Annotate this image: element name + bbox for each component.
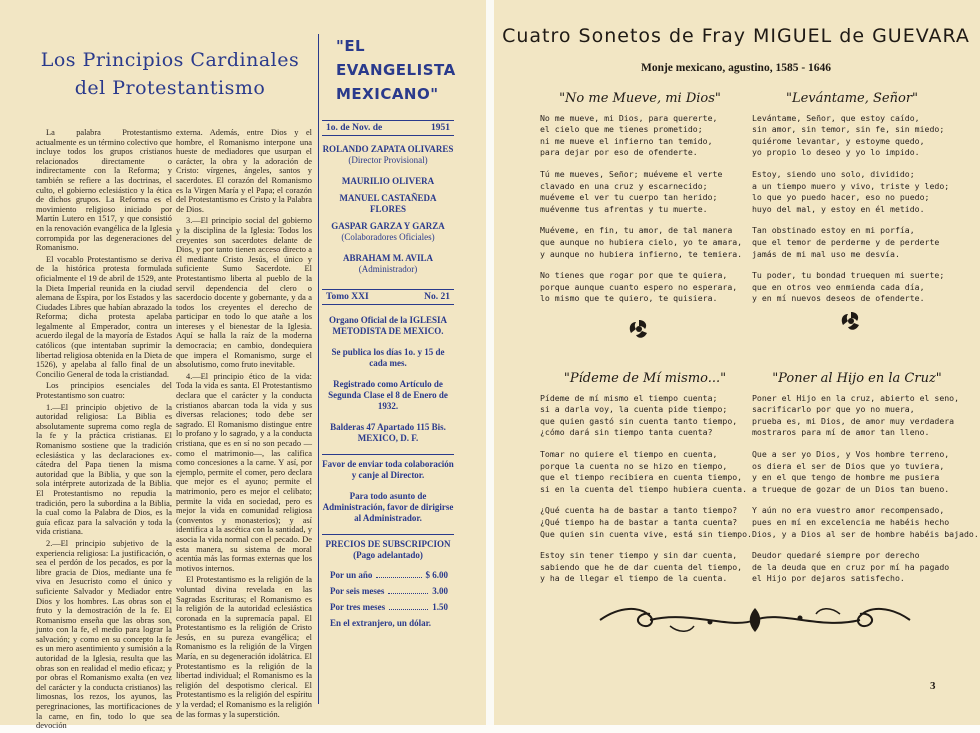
verse-line: a un tiempo muero y vivo, triste y ledo; [752,180,950,191]
issue-date-label: 1o. de Nov. de [326,123,383,133]
verse-line: de la deuda que en cruz por mí ha pagado [752,561,950,572]
verse-line: el Hijo por dejaros satisfecho. [752,573,905,584]
page-number: 3 [930,680,936,692]
price-row [322,599,454,615]
verse-line: Que a ser yo Dios, y Vos hombre terreno, [752,448,950,459]
article-column-2 [176,128,312,721]
verse-line: sacrificarlo por que yo no muera, [752,404,915,415]
paragraph: El Protestantismo es la religión de la voluntad divina revelada en las Sagradas Escrituras; el Romanismo es la religión de la autoridad eclesiástica coronada en la supremacía papal. El Protestantismo es la religión de Cristo Jesús, en su pureza evangélica; el Romanismo es la religión de la Virgen María, en su degeneración idolátrica. El Protestantismo es la religión de la libertad individual; el Romanismo es la religión del despotismo clerical. El Protestantismo es la religión del espíritu y la verdad; el Romanismo es la religión de las formas y la superstición. [176,575,312,719]
sonnet-title: "Poner al Hijo en la Cruz" [772,371,942,386]
paragraph: Los principios esenciales del Protestantismo son cuatro: [36,381,172,401]
paragraph: 3.—El principio social del gobierno y la disciplina de la Iglesia: Todos los creyentes son sacerdotes delante de Dios, y por tanto tienen acceso directo a él mediante Cristo Jesús, el único y suficiente Sumo Sacerdote. El Protestantismo liberta al pueblo de la servil dependencia del clero o sacerdocio docente y gobernante, y da a todos los creyentes el derecho de participar en todo lo que atañe a los intereses y el bienestar de la Iglesia. Aquí se halla la raíz de la moderna democracia; en cambio, dondequiera que impera el Romanismo, surge el absolutismo, como fruto inevitable. [176,216,312,370]
staff-name: GASPAR GARZA Y GARZA [331,221,445,231]
official-organ: Organo Oficial de la IGLESIA METODISTA DE MEXICO. [328,315,447,336]
decorative-flourish-icon [590,602,920,638]
issue-date [322,120,454,136]
administration-note: Para todo asunto de Administración, favor de dirigirse al Administrador. [322,491,454,523]
verse-line: ni me mueve el infierno tan temido, [540,135,713,146]
price-label: Por tres meses [330,602,386,612]
frequency-note: Se publica los días 1o. y 15 de cada mes. [331,347,445,368]
price-row [322,567,454,583]
strophe [752,113,952,159]
divider [322,534,454,535]
staff-entry [322,253,454,275]
strophe [752,270,952,305]
verse-line: ¿Qué cuenta ha de bastar a tanto tiempo? [540,505,738,516]
staff-entry [322,221,454,243]
verse-line: si en la cuenta del tiempo hubiera cuenta. [540,483,748,494]
verse-line: y en el que tengo de hombre me pusiera [752,472,940,483]
verse-line: Tomar no quiere el tiempo en cuenta, [540,448,718,459]
verse-line: sabiendo que he de dar cuenta del tiempo, [540,561,743,572]
staff-entry [322,176,454,187]
sonnet-title: "No me Mueve, mi Dios" [559,91,721,106]
paragraph: 1.—El principio objetivo de la autoridad religiosa: La Biblia es absolutamente suprema como regla de la fe y la práctica cristianas. El Romanismo sostiene que la tradición eclesiástica y las declaraciones ex-cátedra del Papa tienen la misma autoridad que la Biblia, y que son la sola intérprete autorizada de la Biblia. El Protestantismo no repudia la tradición, pero la subordina a la Biblia, la cual como la Palabra de Dios, es la guía eficaz para la salvación y toda la vida cristiana. [36,402,172,537]
strophe [540,169,740,215]
article-title-line: del Protestantismo [74,77,266,99]
verse-line: que el temor de perderme y de perderte [752,236,940,247]
triskelion-ornament-icon [628,318,650,340]
verse-line: porque la cuenta no se hizo en tiempo, [540,460,728,471]
column-rule [318,34,319,704]
leader-dots [376,567,421,578]
sonnet-1 [540,91,743,315]
verse-line: a trueque de gozar de un Dios tan bueno. [752,483,950,494]
strophe [540,225,743,260]
staff-role: (Colaboradores Oficiales) [341,232,435,242]
staff-role: (Director Provisional) [348,155,428,165]
leader-dots [389,599,428,610]
verse-line: Estoy, siendo uno solo, dividido; [752,168,915,179]
masthead-title [322,34,454,106]
strophe [752,449,962,495]
sonnet-title: "Levántame, Señor" [785,91,919,106]
verse-line: jamás de mi mal uso me desvía. [752,248,900,259]
verse-line: Levántame, Señor, que estoy caído, [752,112,920,123]
verse-line: mostraros para mí de amor tan lleno. [752,427,930,438]
left-page [0,0,486,731]
verse-line: huyo del mal, y estoy en él metido. [752,203,925,214]
staff-role: (Administrador) [358,264,418,274]
strophe [540,505,750,540]
sonnet-4 [752,371,979,595]
verse-line: No tienes que rogar por que te quiera, [540,270,728,281]
verse-line: y aunque no hubiera infierno, te temiera. [540,248,743,259]
verse-line: muéveme el ver tu cuerpo tan herido; [540,192,718,203]
registration-note: Registrado como Artículo de Segunda Clase el 8 de Enero de 1932. [328,379,448,411]
staff-name: ROLANDO ZAPATA OLIVARES [322,144,454,154]
paragraph: externa. Además, entre Dios y el hombre, el Romanismo interpone una hueste de mediadores que usurpan el carácter, la obra y la adoración de Cristo: vírgenes, ángeles, santos y sacerdotes. El corazón del Romanismo es la Virgen María y el Papa; el corazón del Protestantismo es Cristo y la Palabra de Dios. [176,128,312,214]
triskelion-ornament-icon [840,310,862,332]
verse-line: Poner el Hijo en la cruz, abierto el seno, [752,392,960,403]
price-value: 3.00 [432,586,448,596]
verse-line: os diera el ser de Dios que yo tuviera, [752,460,945,471]
verse-line: que en otros veo enmienda cada día, [752,281,925,292]
verse-line: prueba es, mi Dios, de amor muy verdadera [752,415,955,426]
verse-line: y en mí nuevos deseos de ofenderte. [752,293,925,304]
verse-line: muévenme tus afrentas y tu muerte. [540,203,708,214]
poems-title: Cuatro Sonetos de Fray MIGUEL de GUEVARA [502,25,970,47]
verse-line: Y aún no era vuestro amor recompensado, [752,505,945,516]
verse-line: para dejar por eso de ofenderte. [540,147,698,158]
strophe [752,550,962,585]
verse-line: Tan obstinado estoy en mi porfía, [752,225,915,236]
verse-line: Deudor quedaré siempre por derecho [752,550,920,561]
price-list [322,567,454,631]
price-value: 1.50 [432,602,448,612]
foreign-price [322,615,454,631]
verse-line: sin amor, sin temor, sin fe, sin miedo; [752,124,945,135]
verse-line: No me mueve, mi Dios, para quererte, [540,112,718,123]
masthead-sidebar [322,34,454,631]
staff-entry [322,193,454,215]
sonnet-2 [752,93,952,315]
verse-line: que el tiempo recibiera en cuenta tiempo, [540,472,743,483]
staff-entry [322,144,454,166]
verse-line: que aunque no hubiera cielo, yo te amara, [540,236,743,247]
verse-line: el cielo que me tienes prometido; [540,124,703,135]
masthead-line: "EL [336,37,366,55]
page-gutter [486,0,494,725]
foreign-price-text: En el extranjero, un dólar. [330,618,432,628]
verse-line: que quien gastó sin cuenta tanto tiempo, [540,415,738,426]
verse-line: ¿Qué tiempo ha de bastar a tanta cuenta? [540,516,738,527]
verse-line: Que quien sin cuenta vive, está sin tiempo. [540,528,752,539]
article-title [30,46,310,102]
price-label: Por seis meses [330,586,385,596]
volume-row [322,289,454,305]
verse-line: Estoy sin tener tiempo y sin dar cuenta, [540,550,738,561]
collaboration-note: Favor de enviar toda colaboración y canje al Director. [322,459,454,480]
staff-name: ABRAHAM M. AVILA [342,253,434,263]
article-title-line: Los Principios Cardinales [40,49,300,71]
verse-line: pues en mí en excelencia me habéis hecho [752,516,950,527]
paragraph: 4.—El principio ético de la vida: Toda la vida es santa. El Protestantismo declara que el carácter y la conducta cristianos abarcan toda la vida y sus diversas relaciones; todo debe ser sagrado. El Romanismo distingue entre lo profano y lo sagrado, y a la conducta cristiana, que es en sí no son pecado —como el matrimonio—, las califica como concesiones a la carne. Y así, por ejemplo, permite el comer, pero declara que mejor es el ayuno; permite el matrimonio, pero es mejor el celibato; permite la vida en sociedad, pero es mejor la vida en comunidad religiosa (conventos y monasterios); y así identifica a la ascética con la santidad, y asocia la vida normal con el pecado. De esta manera, su sistema de moral acentúa más las formas externas que los motivos internos. [176,371,312,573]
verse-line: porque aunque cuanto espero no esperara, [540,281,738,292]
verse-line: lo que yo puedo hacer, eso no puedo; [752,192,930,203]
article-column-1 [36,128,172,733]
price-value: $ 6.00 [425,570,448,580]
poems-subtitle: Monje mexicano, agustino, 1585 - 1646 [640,62,832,74]
masthead-line: MEXICANO" [336,85,439,103]
paragraph: La palabra Protestantismo actualmente es un término colectivo que incluye todos los grupos cristianos relacionados directamente o indirectamente con la Reforma; y también se refiere a las doctrinas, el culto, el gobierno eclesiástico y la ética de dichos grupos. La Reforma es el movimiento religioso iniciado por Martín Lutero en 1517, y que consistió en la renovación evangélica de la Iglesia corrompida por las degeneraciones del Romanismo. [36,128,172,253]
masthead-line: EVANGELISTA [336,61,456,79]
verse-line: y ha de llegar el tiempo de la cuenta. [540,573,728,584]
verse-line: yo propio lo deseo y yo lo impido. [752,147,920,158]
verse-line: Tu poder, tu bondad truequen mi suerte; [752,270,945,281]
volume-label: Tomo XXI [326,292,369,302]
verse-line: clavado en una cruz y escarnecido; [540,180,708,191]
divider [322,454,454,455]
verse-line: ¿cómo dará sin tiempo tanta cuenta? [540,427,713,438]
strophe [540,550,750,585]
paragraph: 2.—El principio subjetivo de la experiencia religiosa: La justificación, o sea el perdón de los pecados, es por la libre gracia de Dios, mediante una fe viva en Jesucristo como el único y suficiente Salvador y Mediador entre Dios y los hombres. Las obras son el fruto y la demostración de la fe. El Romanismo enseña que las obras son, junto con la fe, el medio para lograr la salvación; y como en su concepto la fe es un mero asentimiento y sumisión a la autoridad de la Iglesia, resulta que las obras son en realidad el medio eficaz; y por obras el Romanismo exalta (en vez del carácter y la conducta cristianos) las limosnas, los rezos, los ayunos, las peregrinaciones, las mortificaciones de la carne, en fin, todo lo que sea devoción [36,538,172,731]
sonnet-title: "Pídeme de Mí mismo..." [563,371,727,386]
sonnet-3 [540,373,750,595]
strophe [752,169,952,215]
staff-name: MAURILIO OLIVERA [341,176,435,186]
verse-line: Tú me mueves, Señor; muéveme el verte [540,168,723,179]
issue-number: No. 21 [424,292,450,302]
strophe [540,449,750,495]
verse-line: si a darla voy, la cuenta pide tiempo; [540,404,728,415]
verse-line: lo mismo que te quiero, te quisiera. [540,293,718,304]
price-row [322,583,454,599]
strophe [752,505,979,540]
strophe [540,270,740,305]
verse-line: quiérome levantar, y estoyme quedo, [752,135,925,146]
staff-name: MANUEL CASTAÑEDA FLORES [339,193,437,214]
strophe [752,393,962,439]
address: Balderas 47 Apartado 115 Bis. MEXICO, D. F. [330,422,446,443]
strophe [752,225,952,260]
price-label: Por un año [330,570,373,580]
strophe [540,113,740,159]
issue-year: 1951 [431,123,450,133]
verse-line: Pídeme de mí mismo el tiempo cuenta; [540,392,718,403]
verse-line: Dios, y a Dios al ser de hombre habéis bajado. [752,528,979,539]
prices-title: PRECIOS DE SUBSCRIPCION [325,539,451,549]
strophe [540,393,750,439]
paragraph: El vocablo Protestantismo se deriva de la histórica protesta formulada oficialmente el 19 de abril de 1529, ante la Dieta Imperial reunida en la ciudad alemana de Espira, por los Estados y las Ciudades Libres que habían abrazado la Reforma; dicha protesta apelaba legalmente al Emperador, contra un acuerdo ilegal de la mayoría de Estados católicos (que intentaban suprimir la libertad religiosa obtenida en la Dieta de 1526), y apelaba al fallo final de un Concilio General de toda la cristiandad. [36,254,172,379]
leader-dots [388,583,428,594]
verse-line: Muéveme, en fin, tu amor, de tal manera [540,225,733,236]
prices-subtitle: (Pago adelantado) [353,550,423,560]
